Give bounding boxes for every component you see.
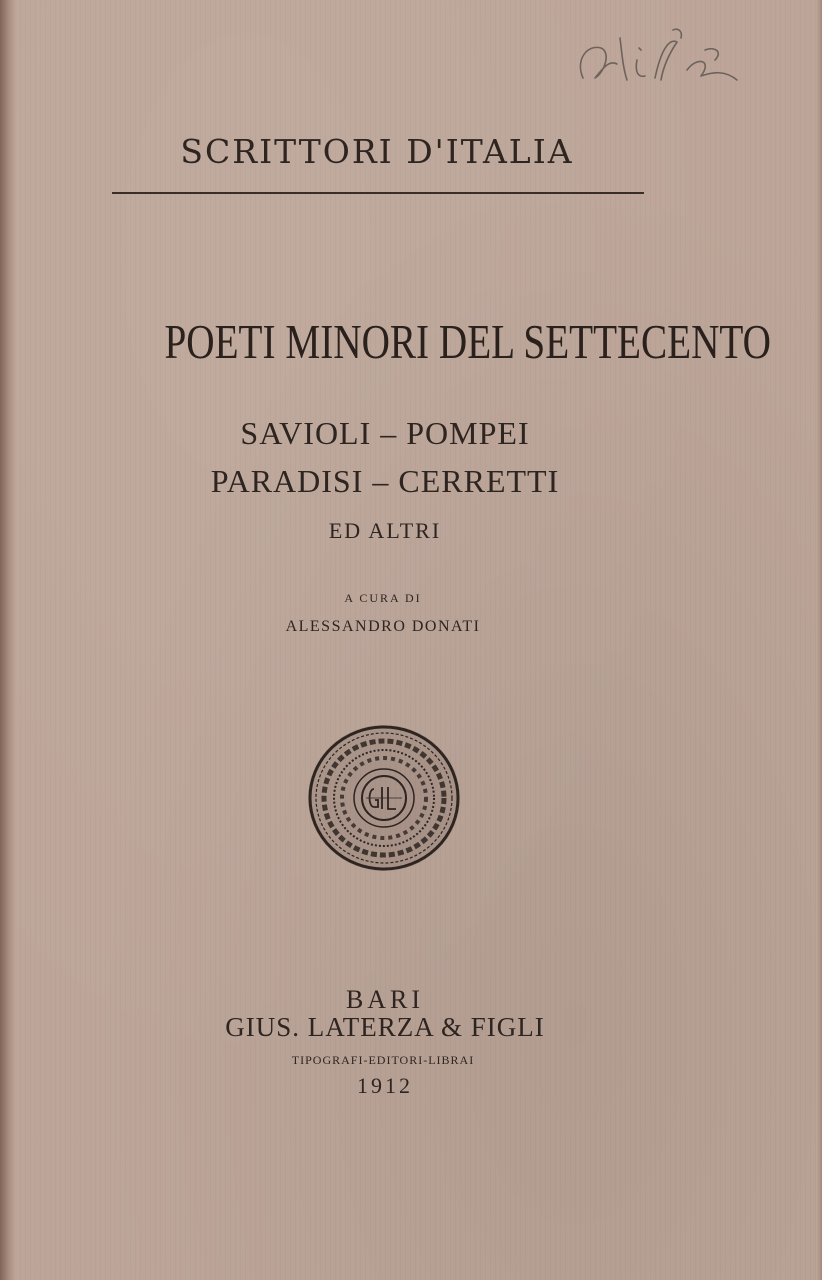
publisher-description: TIPOGRAFI-EDITORI-LIBRAI [291,1053,475,1067]
publisher-name: GIUS. LATERZA & FIGLI [225,1012,545,1042]
editor-name: ALESSANDRO DONATI [285,618,481,635]
series-title: SCRITTORI D'ITALIA [180,132,574,171]
publisher-emblem-icon [306,723,462,873]
series-divider [112,192,644,194]
editor-label: A CURA DI [344,591,422,605]
authors-line-2: PARADISI – CERRETTI [210,463,560,499]
spine-edge [0,0,16,1280]
publication-year: 1912 [357,1073,413,1098]
right-edge [816,0,822,1280]
book-title: POETI MINORI DEL SETTECENTO [164,314,771,369]
authors-line-1: SAVIOLI – POMPEI [240,415,530,451]
imprint-city: BARI [345,985,425,1014]
pencil-annotation-icon [565,20,755,98]
authors-line-3: ED ALTRI [328,518,442,543]
